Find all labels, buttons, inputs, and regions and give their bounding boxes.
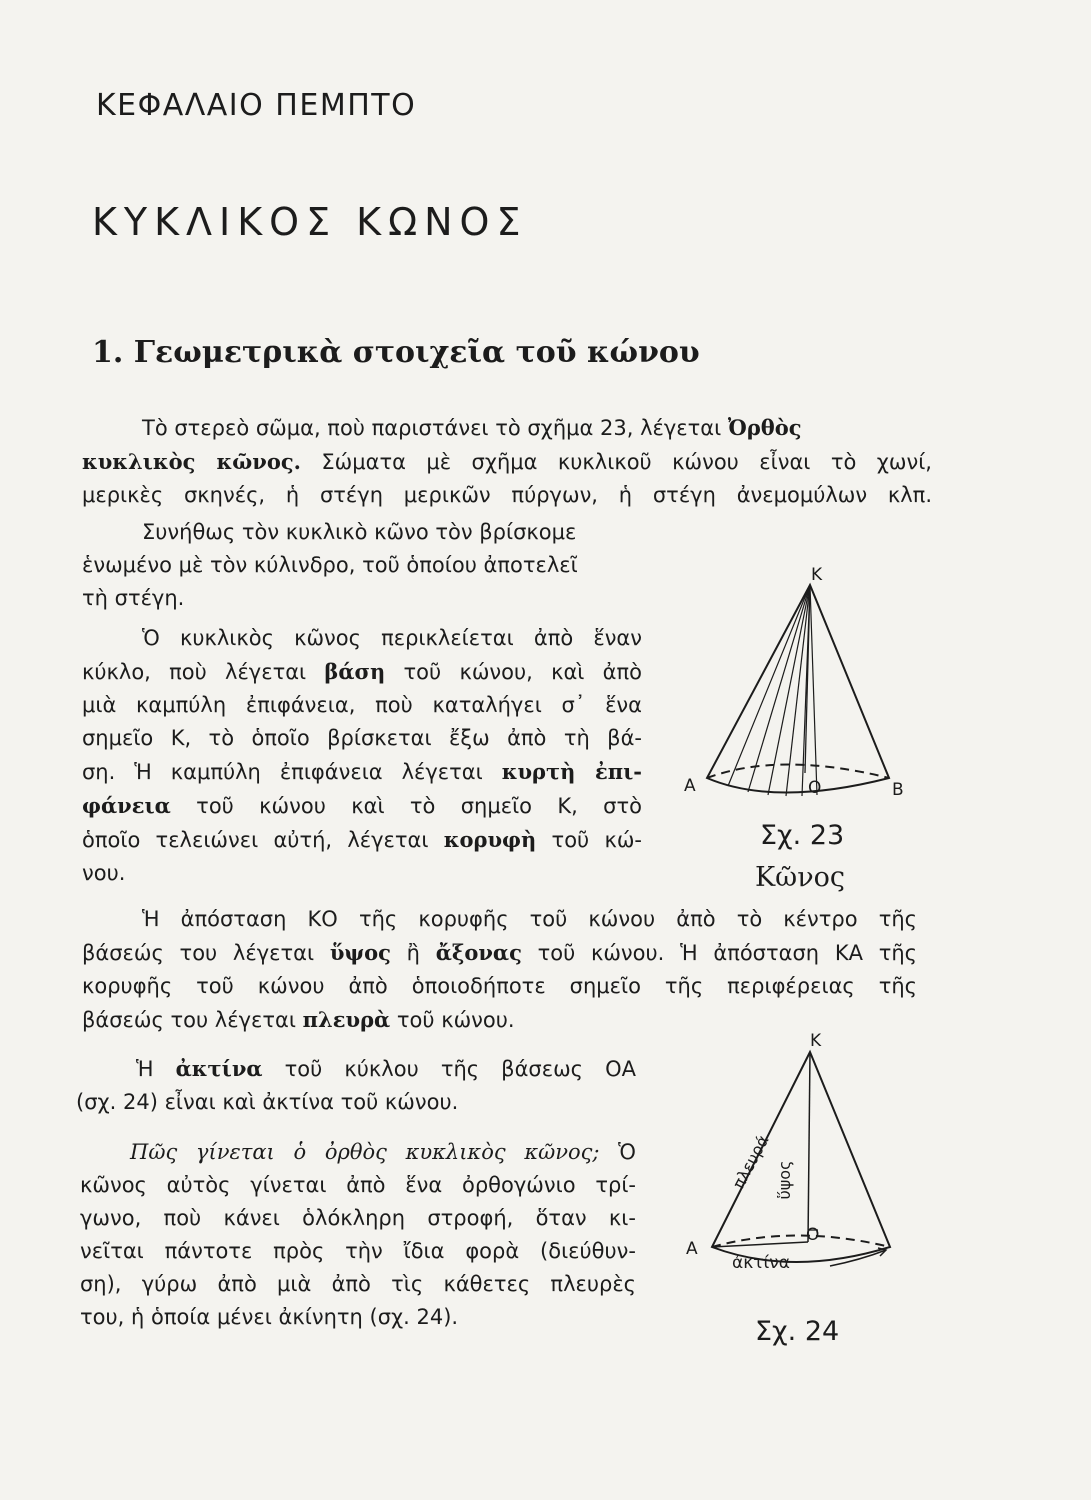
text-line: ση), γύρω ἀπὸ μιὰ ἀπὸ τὶς κάθετες πλευρὲς [80,1272,636,1296]
text-line: (σχ. 24) εἶναι καὶ ἀκτίνα τοῦ κώνου. [76,1090,459,1114]
cone-outline [712,1052,890,1262]
term-koryfi: κορυφὴ [443,827,537,852]
label-aktina: ἀκτίνα [732,1253,790,1273]
label-center-o: Ο [808,778,822,798]
figure-23-cone [680,555,920,815]
text-line: νου. [82,861,126,885]
text-line: κῶνος αὐτὸς γίνεται ἀπὸ ἕνα ὀρθογώνιο τρί- [80,1173,636,1197]
term-orthos: Ὀρθὸς [727,415,802,440]
paragraph-3: Ὁ κυκλικὸς κῶνος περικλείεται ἀπὸ ἕναν κύκλο, ποὺ λέγεται βάση τοῦ κώνου, καὶ ἀπὸ μιὰ καμπύλη ἐπιφάνεια, ποὺ καταλήγει σ᾽ ἕνα σημεῖο Κ, τὸ ὁποῖο βρίσκεται ἔξω ἀπὸ τὴ βά- ση. Ἡ καμπύλη ἐπιφάνεια λέγεται κυρτὴ ἐπι- φάνεια τοῦ κώνου καὶ τὸ σημεῖο Κ, στὸ ὁποῖο τελειώνει αὐτή, λέγεται κορυφὴ τοῦ κώ- νου. [82,622,642,890]
figure-23-subcaption: Κῶνος [755,862,845,893]
text-line: σημεῖο Κ, τὸ ὁποῖο βρίσκεται ἔξω ἀπὸ τὴ βά- [82,726,642,750]
text-line: κορυφῆς τοῦ κώνου ἀπὸ ὁποιοδήποτε σημεῖο τῆς περιφέρειας τῆς [82,974,917,998]
label-plevra: πλευρά [728,1131,773,1192]
text-line: νεῖται πάντοτε πρὸς τὴν ἴδια φορὰ (διεύθυν- [80,1239,636,1263]
section-title: 1. Γεωμετρικὰ στοιχεῖα τοῦ κώνου [92,335,700,370]
text-line: μιὰ καμπύλη ἐπιφάνεια, ποὺ καταλήγει σ᾽ ἕνα [82,693,642,717]
chapter-heading: ΚΕΦΑΛΑΙΟ ΠΕΜΠΤΟ [96,88,417,123]
text-line: Συνήθως τὸν κυκλικὸ κῶνο τὸν βρίσκομε [142,520,577,544]
text-line: ἑνωμένο μὲ τὸν κύλινδρο, τοῦ ὁποίου ἀποτελεῖ [82,553,578,577]
question-italic: Πῶς γίνεται ὁ ὀρθὸς κυκλικὸς κῶνος; [130,1140,600,1164]
cone-height-line [808,1052,810,1242]
text-line: Ὁ κυκλικὸς κῶνος περικλείεται ἀπὸ ἕναν [142,626,642,650]
text-line: Ἡ ἀπόσταση ΚΟ τῆς κορυφῆς τοῦ κώνου ἀπὸ τὸ κέντρο τῆς [142,907,917,931]
text-line: γωνο, ποὺ κάνει ὁλόκληρη στροφή, ὅταν κι- [80,1206,636,1230]
term-plevra: πλευρὰ [302,1007,391,1032]
term-kyklikos-konos: κυκλικὸς κῶνος. [82,449,301,474]
text: Τὸ στερεὸ σῶμα, ποὺ παριστάνει τὸ σχῆμα 23, λέγεται [142,416,728,440]
term-aktina: ἀκτίνα [175,1056,263,1081]
paragraph-6: Πῶς γίνεται ὁ ὀρθὸς κυκλικὸς κῶνος; Ὁ κῶνος αὐτὸς γίνεται ἀπὸ ἕνα ὀρθογώνιο τρί- γωνο, ποὺ κάνει ὁλόκληρη στροφή, ὅταν κι- νεῖται πάντοτε πρὸς τὴν ἴδια φορὰ (διεύθυν- ση), γύρω ἀπὸ μιὰ ἀπὸ τὶς κάθετες πλευρὲς του, ἡ ὁποία μένει ἀκίνητη (σχ. 24). [80,1136,636,1334]
label-point-a: Α [684,776,696,796]
paragraph-5: Ἡ ἀκτίνα τοῦ κύκλου τῆς βάσεως ΟΑ (σχ. 24) εἶναι καὶ ἀκτίνα τοῦ κώνου. [76,1052,636,1119]
label-point-b: Β [892,780,904,800]
term-axonas: ἄξονας [435,940,522,965]
text-line: μερικὲς σκηνές, ἡ στέγη μερικῶν πύργων, ἡ στέγη ἀνεμομύλων κλπ. [82,483,932,507]
chapter-title: ΚΥΚΛΙΚΟΣ ΚΩΝΟΣ [92,200,528,244]
paragraph-1 [82,411,932,512]
figure-23-caption: Σχ. 23 [760,820,845,851]
term-kyrti-epifaneia-end: φάνεια [82,793,171,818]
cone-radius-line [712,1242,808,1247]
label-apex-k: Κ [810,1031,822,1051]
text: Σώματα μὲ σχῆμα κυκλικοῦ κώνου εἶναι τὸ χωνί, [300,450,932,474]
label-point-a: Α [686,1239,698,1259]
figure-24-caption: Σχ. 24 [755,1316,840,1347]
text-line: του, ἡ ὁποία μένει ἀκίνητη (σχ. 24). [80,1305,459,1329]
figure-24-cone [680,1030,920,1310]
term-kyrti-epifaneia: κυρτὴ ἐπι- [501,759,642,784]
paragraph-2 [82,516,662,615]
term-vasi: βάση [324,659,386,684]
term-ypsos: ὕψος [329,940,391,965]
text-line: τὴ στέγη. [82,586,185,610]
label-center-o: Ο [806,1225,820,1245]
cone-height-line [805,585,810,773]
label-apex-k: Κ [811,565,823,585]
paragraph-4: Ἡ ἀπόσταση ΚΟ τῆς κορυφῆς τοῦ κώνου ἀπὸ τὸ κέντρο τῆς βάσεώς του λέγεται ὕψος ἢ ἄξονας τοῦ κώνου. Ἡ ἀπόσταση ΚΑ τῆς κορυφῆς τοῦ κώνου ἀπὸ ὁποιοδήποτε σημεῖο τῆς περιφέρειας τῆς βάσεώς του λέγεται πλευρὰ τοῦ κώνου. [82,903,917,1037]
label-ypsos: ὕψος [775,1160,794,1200]
